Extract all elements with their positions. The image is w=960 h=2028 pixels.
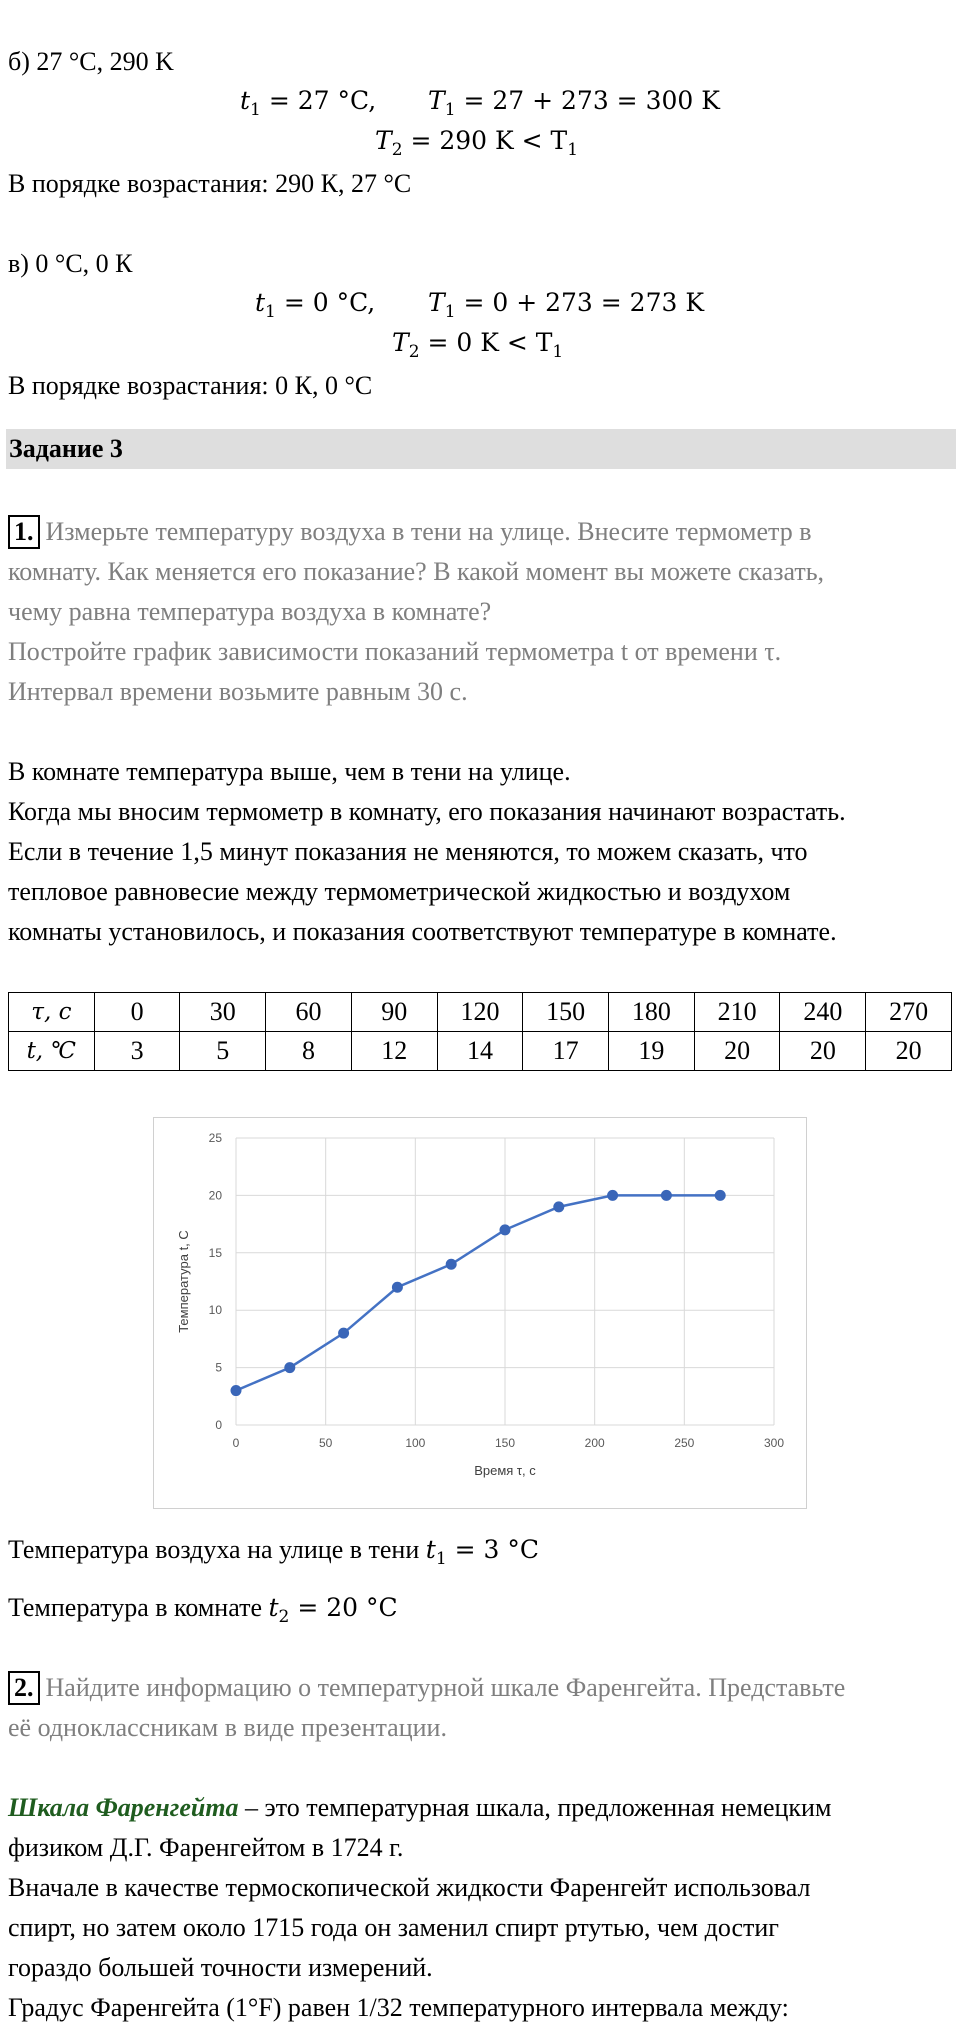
task1-answer-line-4: тепловое равновесие между термометрической жидкостью и воздухом — [8, 877, 791, 906]
x-tick-label: 300 — [763, 1436, 785, 1450]
result-room-formula: $t_2 = 20$ °C — [268, 1593, 398, 1627]
table-header-time: τ, c — [9, 993, 95, 1032]
x-tick-label: 250 — [674, 1436, 695, 1450]
part-b-heading: б) 27 °C, 290 K — [8, 47, 174, 76]
data-point — [285, 1363, 295, 1373]
data-point — [608, 1190, 618, 1200]
task1-number: 1. — [8, 515, 40, 549]
section-title: Задание 3 — [9, 434, 123, 463]
table-cell: 30 — [180, 993, 266, 1032]
part-c-equation-3: $T_2 = 0$ $K < T_1$ — [392, 328, 564, 362]
series-line — [236, 1195, 720, 1390]
table-cell: 20 — [694, 1032, 780, 1071]
fahrenheit-line-2: Вначале в качестве термоскопической жидкости Фаренгейт использовал — [8, 1873, 811, 1902]
table-header-temperature: t, ℃ — [9, 1032, 95, 1071]
data-point — [231, 1386, 241, 1396]
table-cell: 20 — [780, 1032, 866, 1071]
part-c-heading: в) 0 °С, 0 К — [8, 249, 133, 278]
task2-number: 2. — [8, 1671, 40, 1705]
task1-answer-line-1: В комнате температура выше, чем в тени на улице. — [8, 757, 571, 786]
table-cell: 8 — [266, 1032, 352, 1071]
task1-question-line-1: 1. Измерьте температуру воздуха в тени на улице. Внесите термометр в — [8, 512, 812, 552]
y-tick-label: 10 — [208, 1303, 222, 1318]
table-cell: 5 — [180, 1032, 266, 1071]
x-tick-label: 100 — [405, 1436, 426, 1450]
x-tick-label: 50 — [318, 1436, 333, 1450]
table-cell: 60 — [266, 993, 352, 1032]
part-b-answer: В порядке возрастания: 290 К, 27 °С — [8, 169, 412, 198]
temperature-chart — [153, 1117, 807, 1509]
table-cell: 3 — [94, 1032, 180, 1071]
table-cell: 20 — [866, 1032, 952, 1071]
table-cell: 240 — [780, 993, 866, 1032]
x-tick-label: 0 — [232, 1436, 240, 1450]
y-axis-label: Температура t, С — [176, 1230, 191, 1333]
table-cell: 17 — [523, 1032, 609, 1071]
data-point — [446, 1259, 456, 1269]
fahrenheit-line-3: спирт, но затем около 1715 года он заменил спирт ртутью, чем достиг — [8, 1913, 779, 1942]
data-point — [392, 1282, 402, 1292]
task1-question-line-4: Постройте график зависимости показаний термометра t от времени τ. — [8, 637, 782, 666]
table-cell: 14 — [437, 1032, 523, 1071]
data-point — [715, 1190, 725, 1200]
table-row-time — [9, 993, 952, 1032]
fahrenheit-line-5: Градус Фаренгейта (1°F) равен 1/32 температурного интервала между: — [8, 1993, 789, 2022]
task1-question-line-2: комнату. Как меняется его показание? В какой момент вы можете сказать, — [8, 557, 825, 586]
task1-answer-line-2: Когда мы вносим термометр в комнату, его показания начинают возрастать. — [8, 797, 846, 826]
x-axis-label: Время τ, с — [474, 1463, 536, 1478]
fahrenheit-term: Шкала Фаренгейта — [8, 1793, 239, 1822]
y-tick-label: 15 — [208, 1245, 222, 1260]
task1-answer-line-5: комнаты установилось, и показания соответствуют температуре в комнате. — [8, 917, 837, 946]
section-title-bar — [6, 429, 956, 469]
table-row-temperature — [9, 1032, 952, 1071]
fahrenheit-line-4: гораздо большей точности измерений. — [8, 1953, 433, 1982]
y-tick-label: 0 — [215, 1418, 222, 1432]
x-tick-label: 200 — [584, 1436, 605, 1450]
table-cell: 270 — [866, 993, 952, 1032]
task1-question-line-3: чему равна температура воздуха в комнате? — [8, 597, 492, 626]
data-point — [554, 1202, 564, 1212]
data-point — [661, 1190, 671, 1200]
task2-question-line-2: её одноклассникам в виде презентации. — [8, 1713, 447, 1742]
data-point — [500, 1225, 510, 1235]
data-point — [339, 1328, 349, 1338]
measurement-table — [8, 992, 952, 1071]
table-cell: 150 — [523, 993, 609, 1032]
table-cell: 210 — [694, 993, 780, 1032]
result-room: Температура в комнате $t_2 = 20$ °C — [8, 1593, 398, 1627]
x-tick-label: 150 — [494, 1436, 516, 1450]
fahrenheit-line-1: физиком Д.Г. Фаренгейтом в 1724 г. — [8, 1833, 404, 1862]
result-outside-formula: $t_1 = 3$ °C — [425, 1535, 539, 1569]
part-b-equation-3: $T_2 = 290$ $K < T_1$ — [375, 126, 579, 160]
chart-svg — [154, 1118, 806, 1508]
table-cell: 120 — [437, 993, 523, 1032]
y-tick-label: 5 — [215, 1360, 222, 1375]
y-tick-label: 25 — [208, 1131, 222, 1145]
fahrenheit-definition: Шкала Фаренгейта – это температурная шкала, предложенная немецким — [8, 1793, 832, 1822]
task2-question-line-1: 2. Найдите информацию о температурной шкале Фаренгейта. Представьте — [8, 1668, 845, 1708]
table-cell: 12 — [351, 1032, 437, 1071]
table-cell: 180 — [609, 993, 695, 1032]
part-c-equation-1: $t_1 = 0$ °C, — [255, 288, 376, 322]
part-c-answer: В порядке возрастания: 0 К, 0 °С — [8, 371, 373, 400]
task1-answer-line-3: Если в течение 1,5 минут показания не меняются, то можем сказать, что — [8, 837, 808, 866]
y-tick-label: 20 — [208, 1188, 222, 1203]
result-outside: Температура воздуха на улице в тени $t_1 = 3$ °C — [8, 1535, 539, 1569]
part-c-equation-2: $T_1 = 0 + 273 = 273$ K — [428, 288, 705, 322]
part-b-equation-2: $T_1 = 27 + 273 = 300$ K — [428, 86, 720, 120]
table-cell: 90 — [351, 993, 437, 1032]
table-cell: 0 — [94, 993, 180, 1032]
table-cell: 19 — [609, 1032, 695, 1071]
task1-question-line-5: Интервал времени возьмите равным 30 с. — [8, 677, 468, 706]
part-b-equation-1: $t_1 = 27$ °C, — [240, 86, 377, 120]
